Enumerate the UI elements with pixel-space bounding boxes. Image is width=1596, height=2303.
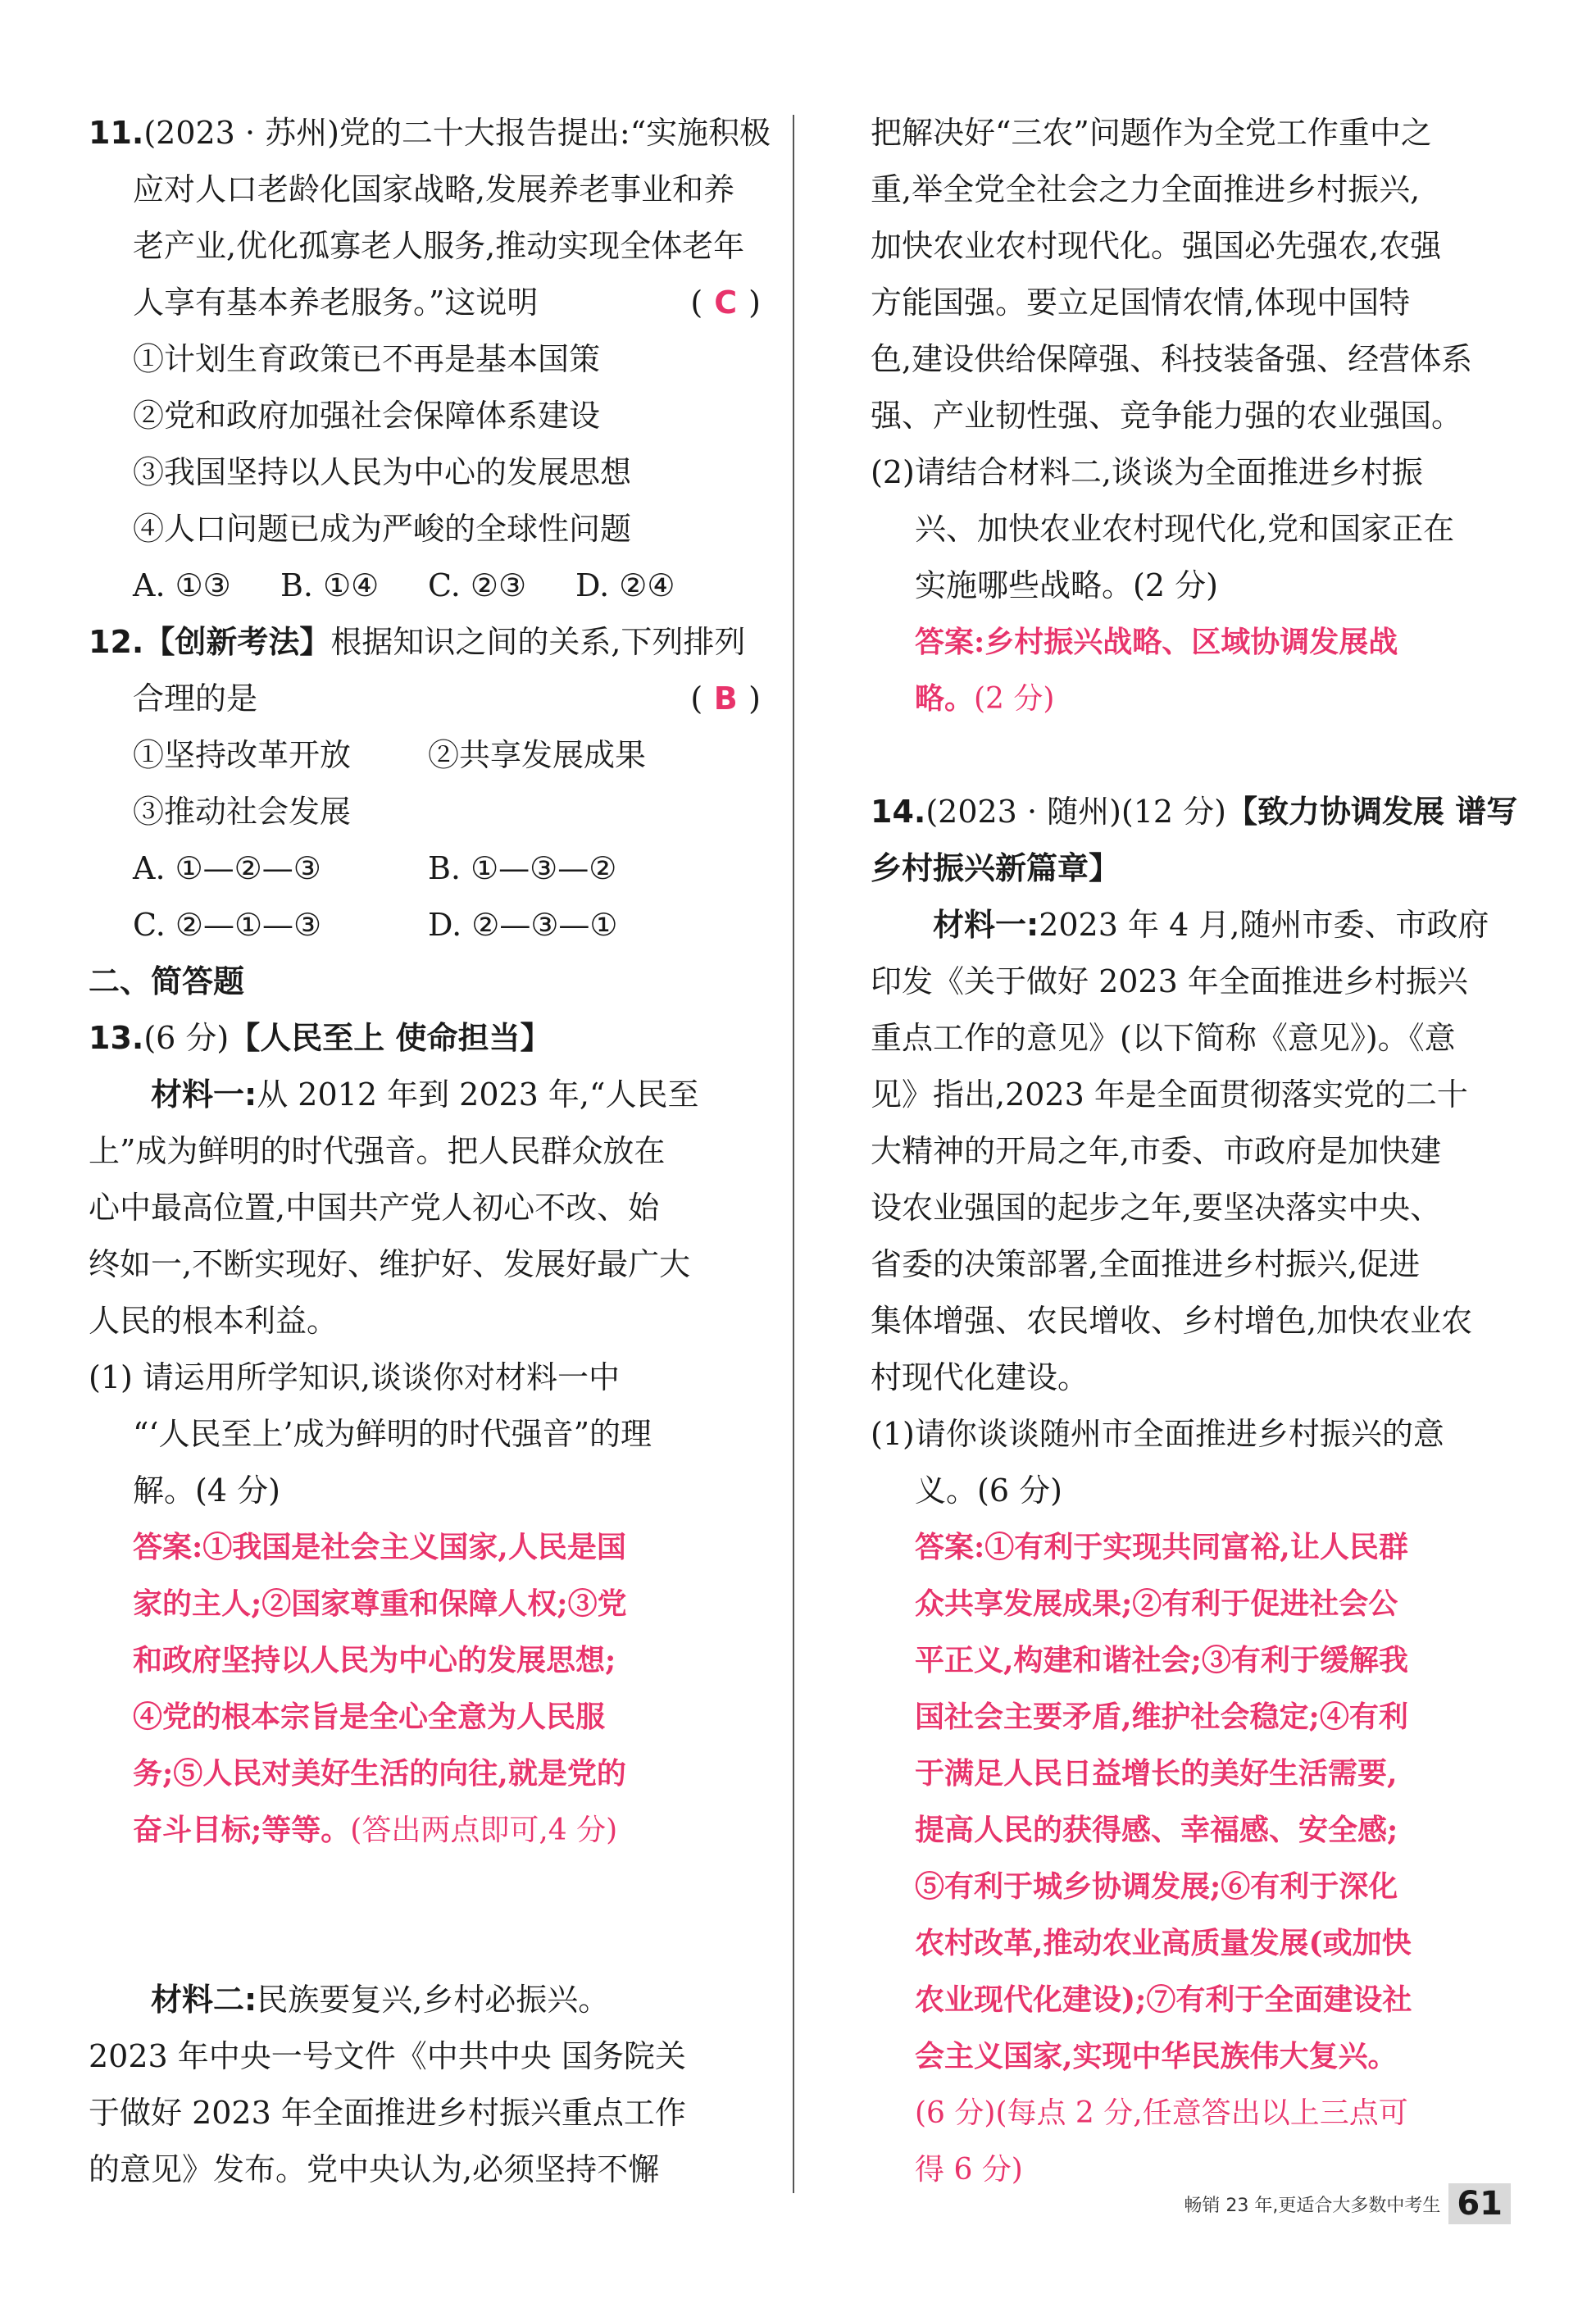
material-text: 上”成为鲜明的时代强音。把人民群众放在	[89, 1133, 666, 1169]
sub-question: “‘人民至上’成为鲜明的时代强音”的理	[133, 1416, 652, 1452]
sub-question: 兴、加快农业农村现代化,党和国家正在	[915, 511, 1455, 547]
material-text: 的意见》发布。党中央认为,必须坚持不懈	[89, 2151, 660, 2187]
answer-text: 答案:①我国是社会主义国家,人民是国	[133, 1530, 626, 1564]
material-text: 人民的根本利益。	[89, 1303, 339, 1339]
question-14	[871, 784, 1518, 2198]
material-text: 把解决好“三农”问题作为全党工作重中之	[871, 115, 1432, 151]
material-text: 强、产业韧性强、竞争能力强的农业强国。	[871, 398, 1463, 434]
material-text: 重,举全党全社会之力全面推进乡村振兴,	[871, 171, 1421, 207]
answer-note: (6 分)(每点 2 分,任意答出以上三点可	[915, 2096, 1408, 2130]
question-meta: (2023 · 随州)(12 分)	[925, 794, 1227, 830]
sub-question: 解。(4 分)	[133, 1472, 280, 1509]
choice-c: C. ②—①—③	[133, 907, 322, 943]
option-statement: ④人口问题已成为严峻的全球性问题	[133, 511, 632, 547]
material-text: 终如一,不断实现好、维护好、发展好最广大	[89, 1246, 691, 1282]
question-text: 人享有基本养老服务。”这说明	[133, 284, 539, 321]
question-number: 14.	[871, 794, 926, 830]
material-label: 材料二:	[151, 1982, 257, 2018]
sub-question: 义。(6 分)	[915, 1472, 1062, 1509]
material-text: 2023 年中央一号文件《中共中央 国务院关	[89, 2038, 686, 2074]
column-divider	[793, 115, 794, 2193]
material-text: 方能国强。要立足国情农情,体现中国特	[871, 284, 1411, 321]
material-text: 2023 年 4 月,随州市委、市政府	[1039, 907, 1489, 943]
choice-row	[89, 840, 761, 897]
material-text: 从 2012 年到 2023 年,“人民至	[257, 1076, 699, 1113]
left-column	[89, 105, 771, 2198]
material-text: 设农业强国的起步之年,要坚决落实中央、	[871, 1190, 1442, 1226]
answer-text: 平正义,构建和谐社会;③有利于缓解我	[915, 1643, 1408, 1677]
choice-b: B. ①—③—②	[428, 850, 617, 886]
question-text-line	[89, 671, 761, 727]
material-text: 印发《关于做好 2023 年全面推进乡村振兴	[871, 963, 1468, 999]
item: ②共享发展成果	[428, 737, 647, 773]
answer-text: 众共享发展成果;②有利于促进社会公	[915, 1586, 1398, 1621]
option-statement: ③我国坚持以人民为中心的发展思想	[133, 454, 632, 490]
choice-a: A. ①—②—③	[133, 850, 321, 886]
question-number: 12.	[89, 624, 144, 660]
choice-c: C. ②③	[428, 567, 527, 603]
footer-slogan: 畅销 23 年,更适合大多数中考生	[1184, 2195, 1441, 2216]
answer-note: (答出两点即可,4 分)	[350, 1814, 618, 1847]
answer-block	[871, 1519, 1507, 2198]
answer-text: 农业现代化建设);⑦有利于全面建设社	[915, 1982, 1412, 2017]
choice-b: B. ①④	[280, 567, 380, 603]
material-line	[89, 1067, 761, 1123]
question-text: 根据知识之间的关系,下列排列	[330, 624, 746, 660]
answer-text: 奋斗目标;等等。	[133, 1813, 351, 1847]
choice-d: D. ②④	[575, 567, 675, 603]
question-number: 13.	[89, 1020, 144, 1056]
answer-text: 和政府坚持以人民为中心的发展思想;	[133, 1643, 616, 1677]
answer-text: 答案:①有利于实现共同富裕,让人民群	[915, 1530, 1408, 1564]
question-11	[89, 105, 771, 614]
answer-text: 答案:乡村振兴战略、区域协调发展战	[915, 625, 1398, 659]
answer-text: 于满足人民日益增长的美好生活需要,	[915, 1756, 1398, 1791]
choice-row	[89, 897, 761, 954]
item-row	[89, 727, 761, 784]
answer-text: 务;⑤人民对美好生活的向往,就是党的	[133, 1756, 626, 1791]
sub-question: 实施哪些战略。(2 分)	[915, 567, 1218, 603]
sub-question: (1)请你谈谈随州市全面推进乡村振兴的意	[871, 1416, 1444, 1452]
question-text: (2023 · 苏州)党的二十大报告提出:“实施积极	[143, 115, 771, 151]
section-heading: 二、简答题	[89, 963, 245, 999]
choice-row	[89, 558, 761, 614]
answer-note: (2 分)	[974, 682, 1055, 716]
answer-text: 提高人民的获得感、幸福感、安全感;	[915, 1813, 1398, 1847]
material-text: 于做好 2023 年全面推进乡村振兴重点工作	[89, 2095, 686, 2131]
page-number: 61	[1448, 2183, 1511, 2224]
question-text: 应对人口老龄化国家战略,发展养老事业和养	[133, 171, 735, 207]
answer-choice: B	[713, 680, 738, 717]
question-12	[89, 614, 761, 954]
question-tag: 【人民至上 使命担当】	[229, 1020, 552, 1056]
answer-choice: C	[714, 284, 738, 321]
answer-text: 略。	[915, 681, 975, 716]
material-text: 见》指出,2023 年是全面贯彻落实党的二十	[871, 1076, 1468, 1113]
answer-block	[89, 1519, 761, 1859]
answer-text: 农村改革,推动农业高质量发展(或加快	[915, 1926, 1412, 1960]
material-text: 省委的决策部署,全面推进乡村振兴,促进	[871, 1246, 1421, 1282]
material-text: 民族要复兴,乡村必振兴。	[257, 1982, 610, 2018]
sub-question: (2)请结合材料二,谈谈为全面推进乡村振	[871, 454, 1423, 490]
answer-bracket: ( B )	[690, 671, 761, 727]
item: ③推动社会发展	[133, 794, 352, 830]
material-text: 村现代化建设。	[871, 1359, 1089, 1395]
material-text: 心中最高位置,中国共产党人初心不改、始	[89, 1190, 660, 1226]
answer-text: 家的主人;②国家尊重和保障人权;③党	[133, 1586, 627, 1621]
right-column	[871, 105, 1518, 2198]
question-score: (6 分)	[143, 1020, 230, 1056]
answer-text: ④党的根本宗旨是全心全意为人民服	[133, 1700, 606, 1734]
answer-text: ⑤有利于城乡协调发展;⑥有利于深化	[915, 1869, 1398, 1904]
answer-text: 国社会主要矛盾,维护社会稳定;④有利	[915, 1700, 1408, 1734]
question-text: 老产业,优化孤寡老人服务,推动实现全体老年	[133, 228, 745, 264]
answer-block	[871, 614, 1507, 727]
answer-bracket: ( C )	[690, 275, 761, 331]
question-number: 11.	[89, 115, 144, 151]
material-label: 材料一:	[151, 1076, 257, 1113]
option-statement: ②党和政府加强社会保障体系建设	[133, 398, 601, 434]
question-tag: 【创新考法】	[143, 624, 331, 660]
option-statement: ①计划生育政策已不再是基本国策	[133, 341, 601, 377]
choice-a: A. ①③	[133, 567, 231, 603]
question-13	[89, 1010, 761, 2198]
answer-note: 得 6 分)	[915, 2153, 1023, 2187]
material-text: 加快农业农村现代化。强国必先强农,农强	[871, 228, 1442, 264]
choice-d: D. ②—③—①	[428, 907, 618, 943]
page-footer	[1184, 2183, 1511, 2224]
material-text: 大精神的开局之年,市委、市政府是加快建	[871, 1133, 1442, 1169]
item: ①坚持改革开放	[133, 737, 352, 773]
question-text-line	[89, 275, 761, 331]
material-label: 材料一:	[933, 907, 1039, 943]
material-text: 集体增强、农民增收、乡村增色,加快农业农	[871, 1303, 1473, 1339]
material-line	[871, 897, 1507, 954]
question-tag: 乡村振兴新篇章】	[871, 850, 1121, 886]
question-tag: 【致力协调发展 谱写	[1226, 794, 1518, 830]
sub-question: (1) 请运用所学知识,谈谈你对材料一中	[89, 1359, 620, 1395]
material-line	[89, 1972, 761, 2028]
question-text: 合理的是	[133, 680, 258, 717]
material-text: 重点工作的意见》(以下简称《意见》)。《意	[871, 1020, 1456, 1056]
material-text: 色,建设供给保障强、科技装备强、经营体系	[871, 341, 1473, 377]
answer-text: 会主义国家,实现中华民族伟大复兴。	[915, 2039, 1398, 2073]
